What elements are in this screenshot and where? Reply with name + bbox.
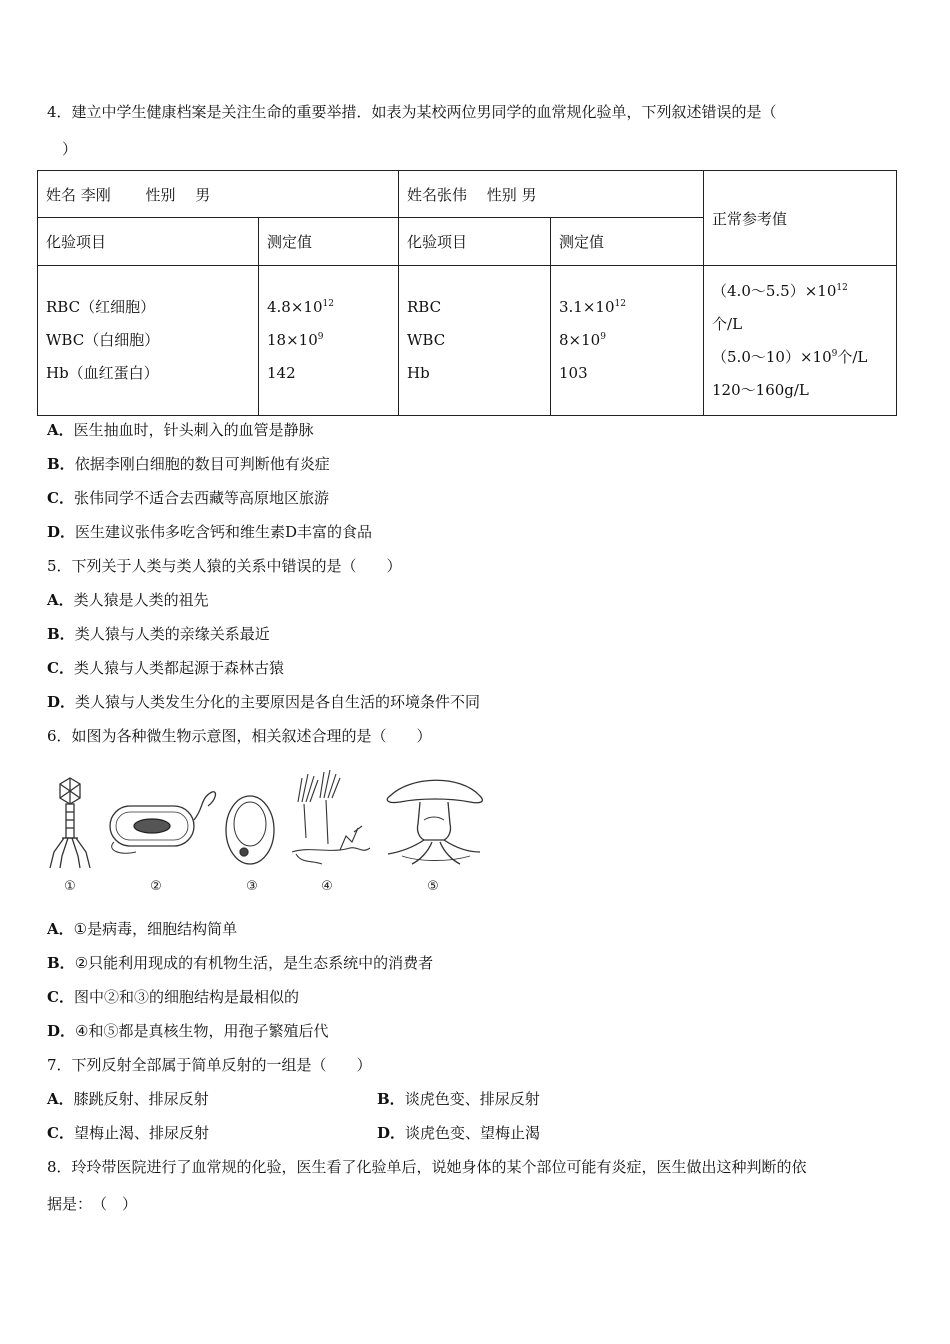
q4-option-a: A．医生抽血时，针头刺入的血管是静脉 — [47, 421, 314, 439]
ref-rbc-unit: 个/L — [712, 314, 743, 333]
q6-option-b: B．②只能利用现成的有机物生活，是生态系统中的消费者 — [47, 954, 434, 972]
q5-option-d: D．类人猿与人类发生分化的主要原因是各自生活的环境条件不同 — [47, 693, 481, 711]
microorganism-figure — [40, 768, 500, 898]
ref-hb: 120～160g/L — [712, 380, 809, 399]
p2-item: WBC — [407, 331, 446, 349]
q4-option-d: D．医生建议张伟多吃含钙和维生素D丰富的食品 — [47, 523, 373, 541]
p1-value: $18\times 10^9$ — [267, 331, 324, 349]
q5-option-c: C．类人猿与人类都起源于森林古猿 — [47, 659, 284, 677]
q5-option-a: A．类人猿是人类的祖先 — [47, 591, 209, 609]
p1-value: $4.8\times 10^{12}$ — [267, 298, 334, 316]
p2-value: $3.1\times 10^{12}$ — [559, 298, 626, 316]
q7-stem: 7．下列反射全部属于简单反射的一组是（ ） — [47, 1056, 372, 1074]
figure-label-2: ② — [150, 879, 162, 894]
p1-items-cell — [38, 266, 259, 416]
q7-option-a: A．膝跳反射、排尿反射 — [47, 1090, 209, 1108]
ref-rbc: $(4.0\sim 5.5)\times 10^{12}$ — [712, 281, 848, 300]
q8-stem: 8．玲玲带医院进行了血常规的化验，医生看了化验单后，说她身体的某个部位可能有炎症，医生做出这种判断的依 — [47, 1158, 807, 1176]
q6-option-d: D．④和⑤都是真核生物，用孢子繁殖后代 — [47, 1022, 329, 1040]
q4-stem: 4．建立中学生健康档案是关注生命的重要举措．如表为某校两位男同学的血常规化验单，下列叙述错误的是（ — [47, 103, 777, 121]
figure-label-4: ④ — [321, 879, 333, 894]
mushroom-drawing — [387, 780, 482, 864]
q5-stem: 5．下列关于人类与类人猿的关系中错误的是（ ） — [47, 557, 402, 575]
q6-option-a: A．①是病毒，细胞结构简单 — [47, 920, 238, 938]
reference-values-cell — [704, 266, 897, 416]
q7-option-c: C．望梅止渴、排尿反射 — [47, 1124, 209, 1142]
figure-label-3: ③ — [246, 879, 258, 894]
bacterium-drawing — [110, 792, 215, 854]
p2-value-header: 测定值 — [551, 218, 704, 266]
p2-values-cell — [551, 266, 704, 416]
q7-option-d: D．谈虎色变、望梅止渴 — [377, 1124, 541, 1142]
p1-value: 142 — [267, 364, 296, 382]
q5-option-b: B．类人猿与人类的亲缘关系最近 — [47, 625, 270, 643]
p1-item: Hb（血红蛋白） — [46, 364, 159, 382]
q8-stem-end: 据是： （ ） — [47, 1195, 138, 1213]
p1-item: WBC（白细胞） — [46, 331, 160, 349]
reference-header: 正常参考值 — [704, 171, 897, 266]
p2-items-cell — [399, 266, 551, 416]
mold-drawing — [292, 770, 370, 864]
q4-option-c: C．张伟同学不适合去西藏等高原地区旅游 — [47, 489, 329, 507]
patient1-header: 姓名 李刚 性别 男 — [38, 171, 399, 218]
q6-option-c: C．图中②和③的细胞结构是最相似的 — [47, 988, 299, 1006]
p2-value: $8\times 10^9$ — [559, 331, 606, 349]
q7-option-b: B．谈虎色变、排尿反射 — [377, 1090, 540, 1108]
patient2-header: 姓名张伟 性别 男 — [399, 171, 704, 218]
q4-option-b: B．依据李刚白细胞的数目可判断他有炎症 — [47, 455, 330, 473]
ref-wbc: $(5.0\sim 10)\times 10^9$个/L — [712, 347, 868, 366]
figure-label-5: ⑤ — [427, 879, 439, 894]
figure-label-1: ① — [64, 879, 76, 894]
p1-item: RBC（红细胞） — [46, 298, 156, 316]
blood-test-table — [37, 170, 897, 416]
p1-values-cell — [259, 266, 399, 416]
p2-item: Hb — [407, 364, 430, 382]
p2-item: RBC — [407, 298, 442, 316]
q4-stem-end: ） — [62, 140, 78, 158]
p1-value-header: 测定值 — [259, 218, 399, 266]
p1-item-header: 化验项目 — [38, 218, 259, 266]
virus-drawing — [50, 778, 90, 868]
yeast-drawing — [226, 796, 274, 864]
p2-item-header: 化验项目 — [399, 218, 551, 266]
p2-value: 103 — [559, 364, 588, 382]
q6-stem: 6．如图为各种微生物示意图，相关叙述合理的是（ ） — [47, 727, 432, 745]
